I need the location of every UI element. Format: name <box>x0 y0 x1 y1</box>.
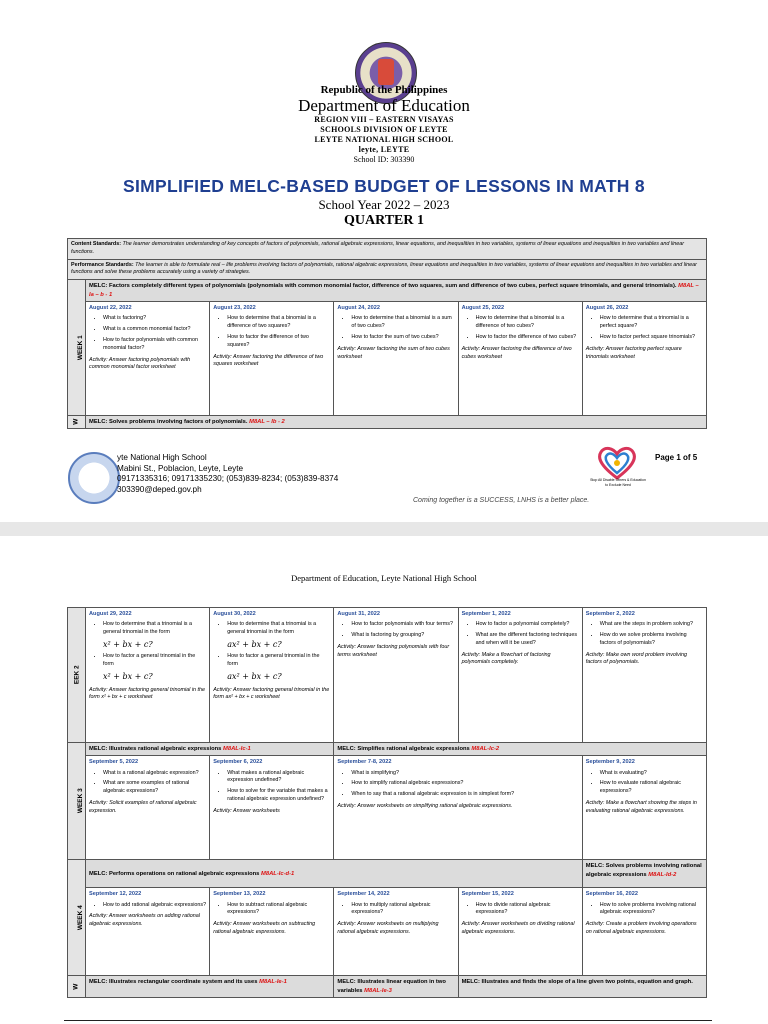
school-id: School ID: 303390 <box>353 155 415 164</box>
day-cell: September 2, 2022 • What are the steps in problem solving? • How do we solve problems involving factors of polynomials? Activity: Make own word problem involving factors of polynomials. <box>582 608 706 743</box>
department-title: Department of Education <box>298 96 470 115</box>
week-3-melc-b: MELC: Simplifies rational algebraic expressions M8AL-Ic-2 <box>334 743 707 756</box>
document-title: SIMPLIFIED MELC-BASED BUDGET OF LESSONS IN MATH 8 <box>123 176 645 196</box>
footer-email: 303390@deped.gov.ph <box>117 484 202 494</box>
day-cell: August 25, 2022 • How to determine that a binomial is a difference of two cubes? • How to factor the difference of two cubes? Activity: Answer factoring the difference of two cubes worksheet <box>458 302 582 416</box>
week-5-melc-c: MELC: Illustrates and finds the slope of a line given two points, equation and graph. <box>458 976 706 998</box>
week-5-melc-a: MELC: Illustrates rectangular coordinate system and its uses M8AL-Ie-1 <box>86 976 334 998</box>
day-cell: August 31, 2022 • How to factor polynomials with four terms? • What is factoring by grouping? Activity: Answer factoring polynomials with four terms worksheet <box>334 608 458 743</box>
week-4-melc-b: MELC: Solves problems involving rational algebraic expressions M8AL-Id-2 <box>582 860 706 888</box>
week-1-melc: MELC: Factors completely different types of polynomials (polynomials with common monomial factor, difference of two squares, sum and difference of two cubes, perfect square trinomials, and general trinomials). M8AL – Ia – b - 1 <box>86 280 707 302</box>
day-cell: September 7-8, 2022 • What is simplifying? • How to simplify rational algebraic expressions? • When to say that a rational algebraic expression is in simplest form? Activity: Answer worksheets on simplifying rational algebraic expressions. <box>334 756 582 860</box>
location-label: leyte, LEYTE <box>358 145 410 154</box>
quarter-label: QUARTER 1 <box>343 213 424 228</box>
page-2-header: Department of Education, Leyte National High School <box>291 573 477 583</box>
week-label: W <box>68 416 86 429</box>
day-cell: September 5, 2022 • What is a rational algebraic expression? • What are some examples of rational algebraic expressions? Activity: Solicit examples of rational algebraic expression. <box>86 756 210 860</box>
budget-table-page2 <box>67 607 707 998</box>
week-4-label: WEEK 4 <box>68 860 86 976</box>
lnhs-logo-icon <box>68 452 120 504</box>
republic-label: Republic of the Philippines <box>320 84 448 96</box>
day-cell: August 23, 2022 • How to determine that a binomial is a difference of two squares? • How to factor the difference of two squares? Activity: Answer factoring the difference of two squares worksheet <box>210 302 334 416</box>
school-year: School Year 2022 – 2023 <box>318 197 450 212</box>
page-gap <box>0 522 768 536</box>
week-3-label: WEEK 3 <box>68 743 86 860</box>
day-cell: September 13, 2022 • How to subtract rational algebraic expressions? Activity: Answer worksheets on subtracting rational algebraic expressions. <box>210 888 334 976</box>
week-5-melc-b: MELC: Illustrates linear equation in two variables M8AL-Ie-3 <box>334 976 458 998</box>
day-cell: September 9, 2022 • What is evaluating? • How to evaluate rational algebraic expressions? Activity: Make a flowchart showing the steps in evaluating rational algebraic expressions. <box>582 756 706 860</box>
day-cell: September 1, 2022 • How to factor a polynomial completely? • What are the different factoring techniques and when will it be used? Activity: Make a flowchart of factoring polynomials completely. <box>458 608 582 743</box>
content-standards: Content Standards: The learner demonstrates understanding of key concepts of factors of polynomials, rational algebraic expressions, linear equations, and inequalities in two variables, systems of linear equations and inequalities in two variables and linear functions. <box>68 239 707 260</box>
footer-school: yte National High School <box>117 453 207 462</box>
division-label: SCHOOLS DIVISION OF LEYTE <box>320 125 448 134</box>
day-cell: August 30, 2022 • How to determine that a trinomial is a general trinomial in the form ax² + bx + c? • How to factor a general trinomial in the form ax² + bx + c? Activity: Answer factoring general trinomial in the form ax² + bx + c worksheet <box>210 608 334 743</box>
page-bottom-rule <box>64 1020 712 1021</box>
day-cell: August 24, 2022 • How to determine that a binomial is a sum of two cubes? • How to factor the sum of two cubes? Activity: Answer factoring the sum of two cubes worksheet <box>334 302 458 416</box>
heart-logo-icon <box>597 446 637 480</box>
week-4-melc-a: MELC: Performs operations on rational algebraic expressions M8AL-Ic-d-1 <box>86 860 583 888</box>
melc-row: MELC: Solves problems involving factors of polynomials. M8AL – Ib - 2 <box>86 416 707 429</box>
day-cell: August 22, 2022 • What is factoring? • What is a common monomial factor? • How to factor polynomials with common monomial factor? Activity: Answer factoring polynomials with common monomial factor worksheet <box>86 302 210 416</box>
day-cell: September 16, 2022 • How to solve problems involving rational algebraic expressions? Activity: Create a problem involving operations on rational algebraic expressions. <box>582 888 706 976</box>
week-3-melc-a: MELC: Illustrates rational algebraic expressions M8AL-Ic-1 <box>86 743 334 756</box>
day-cell: August 29, 2022 • How to determine that a trinomial is a general trinomial in the form x² + bx + c? • How to factor a general trinomial in the form x² + bx + c? Activity: Answer factoring general trinomial in the form x² + bx + c worksheet <box>86 608 210 743</box>
day-cell: September 15, 2022 • How to divide rational algebraic expressions? Activity: Answer worksheets on dividing rational algebraic expressions. <box>458 888 582 976</box>
page-number: Page 1 of 5 <box>655 453 698 462</box>
school-label: LEYTE NATIONAL HIGH SCHOOL <box>314 135 454 144</box>
week-2-label: EEK 2 <box>68 608 86 743</box>
tagline: Coming together is a SUCCESS, LNHS is a better place. <box>413 497 590 504</box>
budget-table-page1 <box>67 238 707 429</box>
week-1-label: WEEK 1 <box>68 280 86 416</box>
day-cell: September 14, 2022 • How to multiply rational algebraic expressions? Activity: Answer worksheets on multiplying rational algebraic expressions. <box>334 888 458 976</box>
footer-contact <box>117 453 338 495</box>
footer-phones: 09171335316; 09171335230; (053)839-8234; (053)839-8374 <box>117 474 339 483</box>
performance-standards: Performance Standards: The learner is able to formulate real – life problems involving factors of polynomials, rational algebraic expressions, linear equations and inequalities in two variables, systems of linear equations and inequalities in two variables and linear functions and solve these problems accurately using a variety of strategies. <box>68 259 707 280</box>
heart-caption: Stop All Disable Others & Education to Exclude Need <box>590 478 646 487</box>
day-cell: September 6, 2022 • What makes a rational algebraic expression undefined? • How to solve for the variable that makes a rational algebraic expression undefined? Activity: Answer worksheets <box>210 756 334 860</box>
footer-address: Mabini St., Poblacion, Leyte, Leyte <box>117 463 244 473</box>
day-cell: September 12, 2022 • How to add rational algebraic expressions? Activity: Answer worksheets on adding rational algebraic expressions. <box>86 888 210 976</box>
week-5-label: W <box>68 976 86 998</box>
region-label: REGION VIII – EASTERN VISAYAS <box>314 115 454 124</box>
day-cell: August 26, 2022 • How to determine that a trinomial is a perfect square? • How to factor perfect square trinomials? Activity: Answer factoring perfect square trinomials worksheet <box>582 302 706 416</box>
page-2 <box>0 536 768 1024</box>
